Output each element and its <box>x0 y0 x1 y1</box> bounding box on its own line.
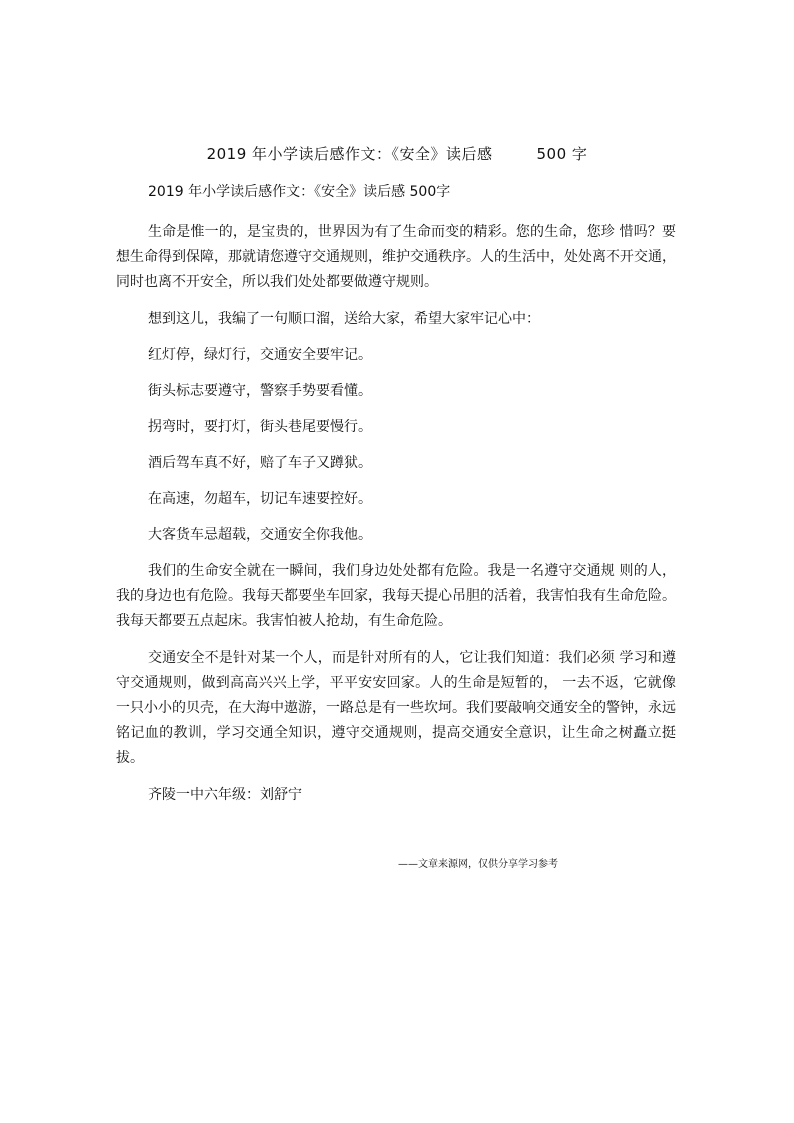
paragraph-safety: 交通安全不是针对某一个人，而是针对所有的人，它让我们知道：我们必须 学习和遵守交通规则，做到高高兴兴上学，平平安安回家。人的生命是短暂的， 一去不返，它就像一只小小的贝壳，在大海中遨游，一路总是有一些坎坷。我们要敲响交通安全的警钟，永远铭记血的教训，学习交通全知识，遵守交通规则，提高交通安全意识，让生命之树矗立挺拔。 <box>116 650 676 766</box>
title-main: 2019 年小学读后感作文：《安全》读后感 <box>206 145 493 163</box>
document-title <box>0 143 794 164</box>
paragraph-danger: 我们的生命安全就在一瞬间，我们身边处处都有危险。我是一名遵守交通规 则的人，我的身边也有危险。我每天都要坐车回家，我每天提心吊胆的活着，我害怕我有生命危险。我每天都要五点起床。我害怕被人抢劫，有生命危险。 <box>116 563 676 629</box>
rhyme-line: 大客货车忌超载，交通安全你我他。 <box>148 527 372 543</box>
author-line: 齐陵一中六年级：刘舒宁 <box>148 787 302 803</box>
rhyme-line: 街头标志要遵守，警察手势要看懂。 <box>148 383 372 399</box>
rhyme-line: 拐弯时，要打灯，街头巷尾要慢行。 <box>148 419 372 435</box>
rhyme-line: 在高速，勿超车，切记车速要控好。 <box>148 491 372 507</box>
paragraph-lead-in: 想到这儿，我编了一句顺口溜，送给大家，希望大家牢记心中： <box>148 311 540 327</box>
document-body <box>116 220 676 819</box>
rhyme-line: 红灯停，绿灯行，交通安全要牢记。 <box>148 347 372 363</box>
document-subtitle: 2019 年小学读后感作文：《安全》读后感 500字 <box>148 184 451 200</box>
paragraph-intro: 生命是惟一的，是宝贵的，世界因为有了生命而变的精彩。您的生命，您珍 惜吗？要想生命得到保障，那就请您遵守交通规则，维护交通秩序。人的生活中，处处离不开交通，同时也离不开安全，所以我们处处都要做遵守规则。 <box>116 224 676 290</box>
title-tail: 500 字 <box>536 145 588 163</box>
rhyme-line: 酒后驾车真不好，赔了车子又蹲狱。 <box>148 455 372 471</box>
source-note: ——文章来源网，仅供分享学习参考 <box>398 859 558 870</box>
